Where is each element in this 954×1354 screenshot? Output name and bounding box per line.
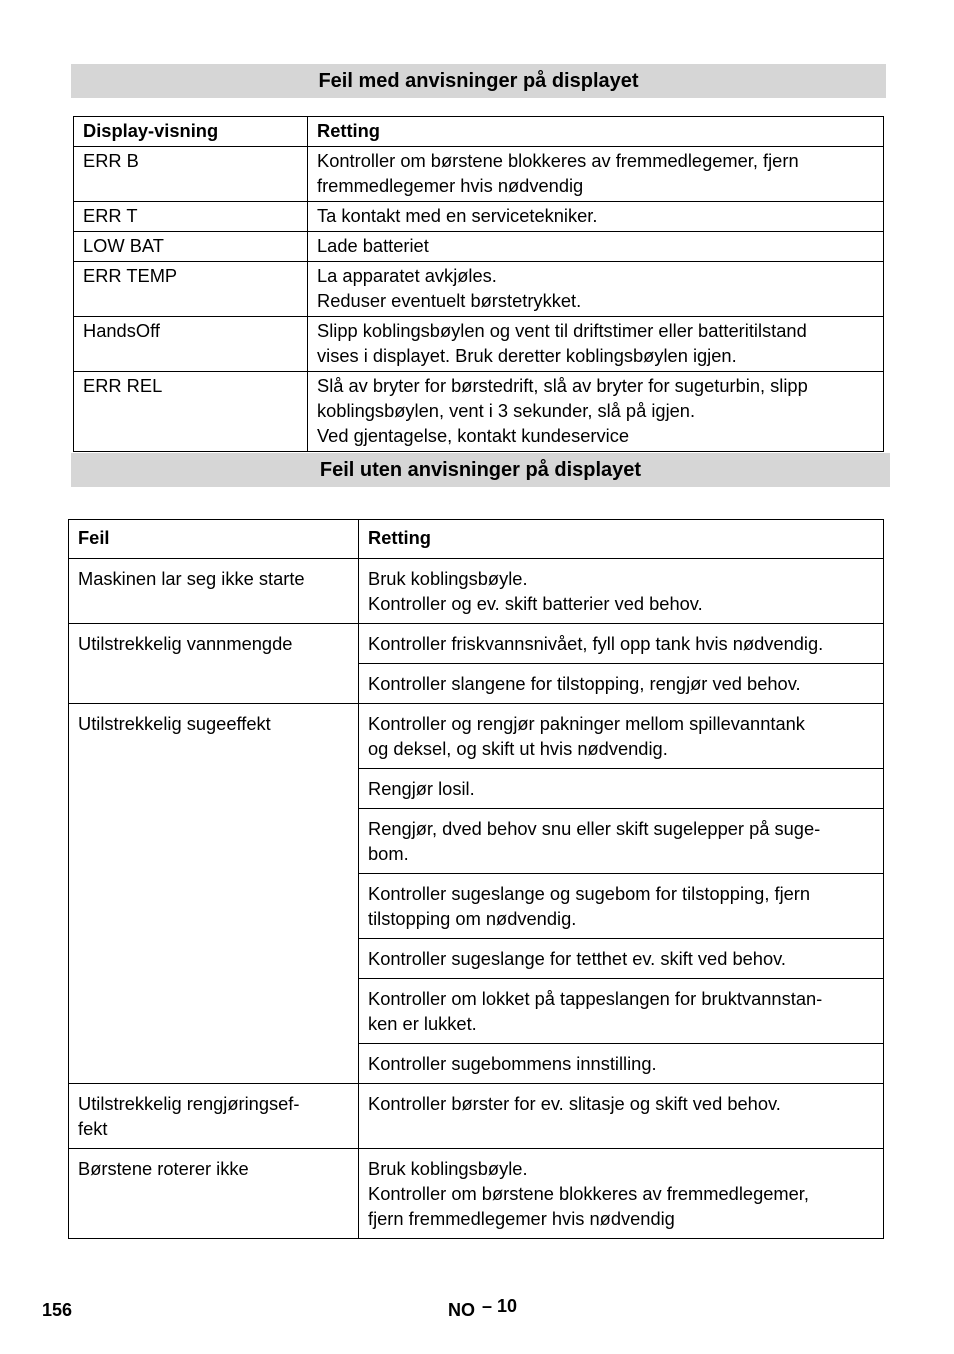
text-line: Slå av bryter for børstedrift, slå av bryter for sugeturbin, slipp — [317, 375, 808, 396]
display-code-cell: ERR TEMP — [74, 262, 308, 317]
fault-cell — [69, 624, 359, 704]
display-code-cell: LOW BAT — [74, 232, 308, 262]
text-line: Kontroller om lokket på tappeslangen for bruktvannstan- — [368, 988, 823, 1009]
text-line: La apparatet avkjøles. — [317, 265, 497, 286]
column-header-fix: Retting — [308, 117, 884, 147]
text-line: Bruk koblingsbøyle. — [368, 1158, 528, 1179]
text-line: fjern fremmedlegemer hvis nødvendig — [368, 1208, 675, 1229]
text-line: Kontroller om børstene blokkeres av fremmedlegemer, — [368, 1183, 809, 1204]
fix-cell — [308, 147, 884, 202]
text-line: Kontroller om børstene blokkeres av fremmedlegemer, fjern — [317, 150, 799, 171]
text-line: Kontroller sugeslange og sugebom for tilstopping, fjern — [368, 883, 811, 904]
text-line: Rengjør, dved behov snu eller skift sugelepper på suge- — [368, 818, 821, 839]
text-line: Kontroller friskvannsnivået, fyll opp tank hvis nødvendig. — [368, 633, 824, 654]
section-title-display-errors: Feil med anvisninger på displayet — [71, 64, 886, 98]
text-line: Slipp koblingsbøylen og vent til driftstimer eller batteritilstand — [317, 320, 807, 341]
fix-cell — [359, 1084, 884, 1149]
fault-cell — [69, 1149, 359, 1239]
text-line: Bruk koblingsbøyle. — [368, 568, 528, 589]
fix-cell — [359, 979, 884, 1044]
fault-cell — [69, 704, 359, 1084]
text-line: Børstene roterer ikke — [78, 1158, 249, 1179]
fix-cell — [308, 372, 884, 452]
text-line: Maskinen lar seg ikke starte — [78, 568, 305, 589]
display-code-cell: HandsOff — [74, 317, 308, 372]
sub-page-number: – 10 — [482, 1296, 518, 1316]
column-header-display: Display-visning — [74, 117, 308, 147]
text-line: ken er lukket. — [368, 1013, 477, 1034]
table-row — [69, 704, 884, 769]
fix-cell — [308, 232, 884, 262]
table-header-row — [74, 117, 884, 147]
column-header-fault: Feil — [69, 520, 359, 559]
fix-cell — [359, 664, 884, 704]
display-errors-table — [73, 116, 884, 452]
page-number: 156 — [42, 1300, 73, 1320]
fix-cell — [359, 1149, 884, 1239]
text-line: Utilstrekkelig rengjøringsef- — [78, 1093, 300, 1114]
table-row — [74, 372, 884, 452]
fix-cell — [308, 317, 884, 372]
table-row — [69, 1149, 884, 1239]
table-row — [74, 262, 884, 317]
display-code-cell: ERR B — [74, 147, 308, 202]
language-code: NO — [448, 1300, 475, 1320]
text-line: Utilstrekkelig vannmengde — [78, 633, 293, 654]
column-header-fix: Retting — [359, 520, 884, 559]
text-line: Reduser eventuelt børstetrykket. — [317, 290, 582, 311]
table-row — [69, 1084, 884, 1149]
table-row — [69, 559, 884, 624]
fix-cell — [359, 874, 884, 939]
display-code-cell: ERR T — [74, 202, 308, 232]
text-line: Kontroller slangene for tilstopping, rengjør ved behov. — [368, 673, 801, 694]
table-row — [74, 147, 884, 202]
text-line: tilstopping om nødvendig. — [368, 908, 577, 929]
text-line: fremmedlegemer hvis nødvendig — [317, 175, 584, 196]
text-line: og deksel, og skift ut hvis nødvendig. — [368, 738, 668, 759]
text-line: Ved gjentagelse, kontakt kundeservice — [317, 425, 630, 446]
fix-cell — [308, 262, 884, 317]
text-line: Kontroller og ev. skift batterier ved behov. — [368, 593, 703, 614]
text-line: Rengjør losil. — [368, 778, 475, 799]
text-line: Kontroller og rengjør pakninger mellom spillevanntank — [368, 713, 805, 734]
section-title-non-display-errors: Feil uten anvisninger på displayet — [71, 453, 890, 487]
fix-cell — [359, 624, 884, 664]
fix-cell — [359, 559, 884, 624]
fix-cell — [359, 769, 884, 809]
table-row — [74, 317, 884, 372]
fault-cell — [69, 1084, 359, 1149]
non-display-errors-table — [68, 519, 884, 1239]
table-row — [74, 202, 884, 232]
fix-cell — [308, 202, 884, 232]
table-row — [69, 624, 884, 664]
fix-cell — [359, 704, 884, 769]
text-line: fekt — [78, 1118, 108, 1139]
text-line: Ta kontakt med en servicetekniker. — [317, 205, 598, 226]
text-line: Kontroller sugebommens innstilling. — [368, 1053, 657, 1074]
display-code-cell: ERR REL — [74, 372, 308, 452]
fix-cell — [359, 1044, 884, 1084]
text-line: koblingsbøylen, vent i 3 sekunder, slå på igjen. — [317, 400, 696, 421]
text-line: Kontroller børster for ev. slitasje og skift ved behov. — [368, 1093, 781, 1114]
fix-cell — [359, 809, 884, 874]
text-line: Utilstrekkelig sugeeffekt — [78, 713, 271, 734]
table-header-row — [69, 520, 884, 559]
fault-cell — [69, 559, 359, 624]
table-row — [74, 232, 884, 262]
text-line: bom. — [368, 843, 409, 864]
text-line: vises i displayet. Bruk deretter koblingsbøylen igjen. — [317, 345, 737, 366]
text-line: Kontroller sugeslange for tetthet ev. skift ved behov. — [368, 948, 786, 969]
text-line: Lade batteriet — [317, 235, 429, 256]
fix-cell — [359, 939, 884, 979]
